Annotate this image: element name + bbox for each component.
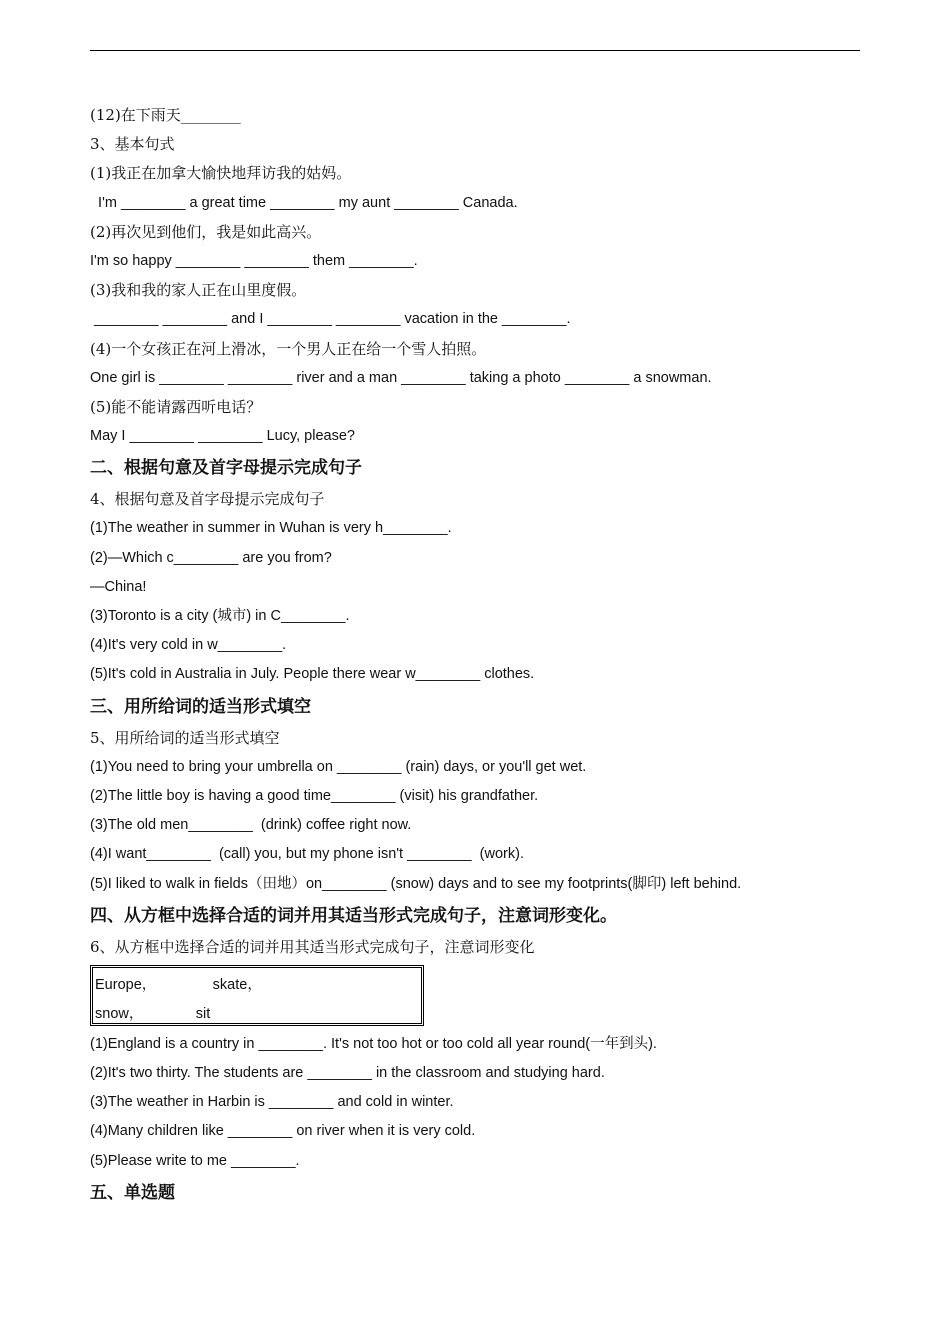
text-line: (2)The little boy is having a good time________ (visit) his grandfather. [90,787,539,804]
text-line: One girl is ________ ________ river and a man ________ taking a photo ________ a snowman. [90,369,712,386]
text-line: (5)It's cold in Australia in July. People there wear w________ clothes. [90,666,535,683]
header-rule [90,50,860,51]
word-box-row: Europe， skate， [95,976,262,993]
text-line: (3)我和我的家人正在山里度假。 [90,281,307,300]
text-line: —China! [90,578,147,595]
section-heading: 二、根据句意及首字母提示完成句子 [90,458,362,479]
text-line: (1)The weather in summer in Wuhan is very h________. [90,520,452,537]
text-line: (2)再次见到他们，我是如此高兴。 [90,222,322,241]
question-title: 3、基本句式 [90,135,175,154]
text-line: (5)Please write to me ________. [90,1152,300,1169]
text-line: (4)It's very cold in w________. [90,637,287,654]
text-line: ________ ________ and I ________ ________ vacation in the ________. [90,311,571,328]
text-line: (5)能不能请露西听电话？ [90,397,262,416]
text-line: (2)It's two thirty. The students are ________ in the classroom and studying hard. [90,1065,605,1082]
text-line: (1)England is a country in ________. It's not too hot or too cold all year round(一年到头). [90,1035,657,1052]
question-title: 4、根据句意及首字母提示完成句子 [90,490,325,509]
word-box-row: snow， sit [95,1005,211,1022]
text-line: (4)Many children like ________ on river when it is very cold. [90,1123,476,1140]
text-line: (3)The old men________ (drink) coffee right now. [90,817,412,834]
text-line: I'm ________ a great time ________ my aunt ________ Canada. [90,194,518,211]
text-line: May I ________ ________ Lucy, please? [90,428,355,445]
section-heading: 五、单选题 [90,1182,175,1203]
text-line: (5)I liked to walk in fields（田地）on________ (snow) days and to see my footprints(脚印) left behind. [90,875,742,892]
question-title: 5、用所给词的适当形式填空 [90,728,280,747]
text-line: (1)我正在加拿大愉快地拜访我的姑妈。 [90,164,352,183]
text-line: (2)—Which c________ are you from? [90,549,332,566]
section-heading: 三、用所给词的适当形式填空 [90,696,311,717]
text-line: (4)I want________ (call) you, but my phone isn't ________ (work). [90,846,524,863]
document-body [90,101,860,1210]
text-line: (12)在下雨天________ [90,106,241,124]
text-line: (3)The weather in Harbin is ________ and cold in winter. [90,1094,454,1111]
text-line: (3)Toronto is a city (城市) in C________. [90,608,350,624]
question-title: 6、从方框中选择合适的词并用其适当形式完成句子，注意词形变化 [90,937,535,956]
text-line: I'm so happy ________ ________ them ________. [90,252,418,269]
text-line: (4)一个女孩正在河上滑冰，一个男人正在给一个雪人拍照。 [90,339,487,358]
text-line: (1)You need to bring your umbrella on ________ (rain) days, or you'll get wet. [90,758,587,775]
section-heading: 四、从方框中选择合适的词并用其适当形式完成句子，注意词形变化。 [90,905,617,926]
word-box [90,965,424,1026]
